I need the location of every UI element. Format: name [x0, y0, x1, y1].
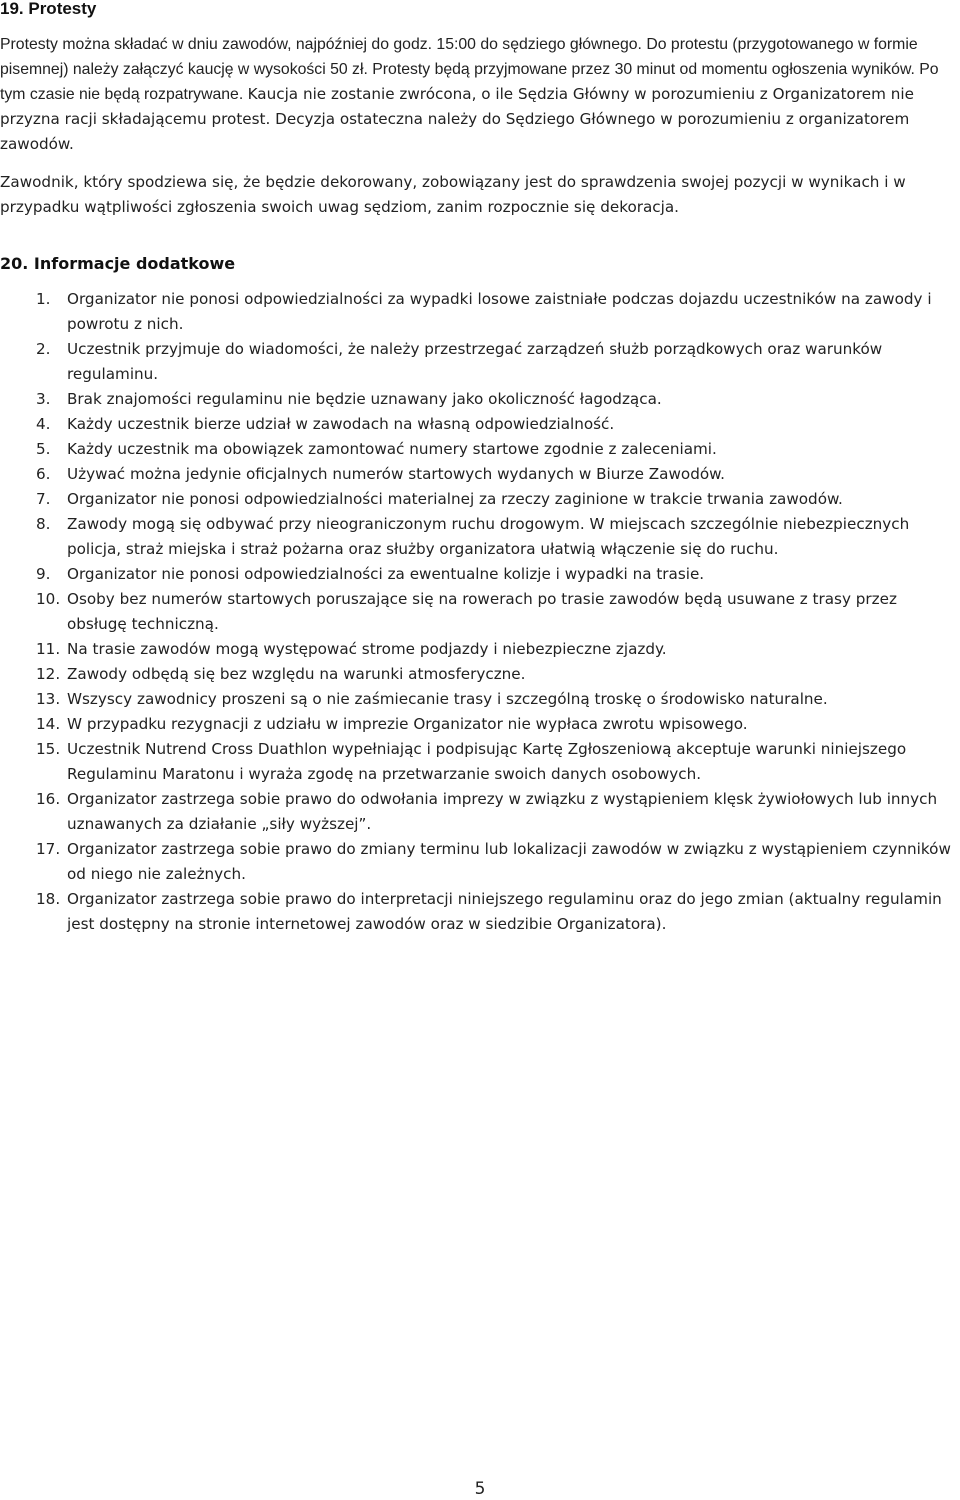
list-item-text: Uczestnik przyjmuje do wiadomości, że należy przestrzegać zarządzeń służb porządkowych oraz warunków regulaminu. [67, 340, 883, 383]
list-item-number: 9. [36, 565, 51, 583]
list-item [0, 587, 960, 637]
list-item [0, 662, 960, 687]
list-item [0, 687, 960, 712]
list-item-text: Organizator nie ponosi odpowiedzialności materialnej za rzeczy zaginione w trakcie trwania zawodów. [67, 490, 843, 508]
list-item-text: Organizator nie ponosi odpowiedzialności za ewentualne kolizje i wypadki na trasie. [67, 565, 705, 583]
list-item-text: Zawody odbędą się bez względu na warunki atmosferyczne. [67, 665, 526, 683]
list-item-number: 13. [36, 690, 61, 708]
list-item-number: 1. [36, 290, 51, 308]
list-item-text: Uczestnik Nutrend Cross Duathlon wypełniając i podpisując Kartę Zgłoszeniową akceptuje warunki niniejszego Regulaminu Maratonu i wyraża zgodę na przetwarzanie swoich danych osobowych. [67, 740, 907, 783]
list-item-text: Organizator zastrzega sobie prawo do interpretacji niniejszego regulaminu oraz do jego zmian (aktualny regulamin jest dostępny na stronie internetowej zawodów oraz w siedzibie Organizatora). [67, 890, 942, 933]
list-item [0, 512, 960, 562]
list-item-number: 11. [36, 640, 61, 658]
list-item-number: 5. [36, 440, 51, 458]
list-item-number: 17. [36, 840, 61, 858]
list-item-text: Organizator nie ponosi odpowiedzialności za wypadki losowe zaistniałe podczas dojazdu uczestników na zawody i powrotu z nich. [67, 290, 932, 333]
list-item [0, 387, 960, 412]
list-item [0, 412, 960, 437]
list-item-text: Zawody mogą się odbywać przy nieograniczonym ruchu drogowym. W miejscach szczególnie niebezpiecznych policja, straż miejska i straż pożarna oraz służby organizatora ułatwią włączenie się do ruchu. [67, 515, 910, 558]
list-item [0, 837, 960, 887]
list-item-number: 14. [36, 715, 61, 733]
list-item-number: 4. [36, 415, 51, 433]
page-number: 5 [474, 1479, 486, 1499]
section-19-heading: 19. Protesty [0, 0, 97, 18]
list-item-text: Na trasie zawodów mogą występować strome podjazdy i niebezpieczne zjazdy. [67, 640, 667, 658]
list-item-number: 8. [36, 515, 51, 533]
list-item [0, 887, 960, 937]
list-item-text: Brak znajomości regulaminu nie będzie uznawany jako okoliczność łagodząca. [67, 390, 662, 408]
list-item-number: 12. [36, 665, 61, 683]
list-item [0, 562, 960, 587]
section-20-heading: 20. Informacje dodatkowe [0, 254, 236, 273]
protest-rules-paragraph [0, 32, 958, 157]
protest-rules-text-part-1: Protesty można składać w dniu zawodów, najpóźniej do godz. 15:00 do sędziego głównego. Do protestu (przygotowanego w formie pisemnej) należy załączyć kaucję w wysokości 50 zł. Protesty będą przyjmowane przez 30 minut od momentu ogłoszenia wyników. Po tym czasie nie będą rozpatrywane. [0, 36, 939, 103]
list-item [0, 637, 960, 662]
list-item-text: Osoby bez numerów startowych poruszające się na rowerach po trasie zawodów będą usuwane z trasy przez obsługę techniczną. [67, 590, 897, 633]
list-item-number: 3. [36, 390, 51, 408]
list-item-number: 6. [36, 465, 51, 483]
list-item [0, 287, 960, 337]
list-item [0, 712, 960, 737]
list-item-number: 18. [36, 890, 61, 908]
list-item-number: 10. [36, 590, 61, 608]
list-item-number: 15. [36, 740, 61, 758]
list-item-text: Organizator zastrzega sobie prawo do odwołania imprezy w związku z wystąpieniem klęsk żywiołowych lub innych uznawanych za działanie „siły wyższej”. [67, 790, 938, 833]
additional-info-list [0, 287, 960, 937]
decoration-rules-paragraph: Zawodnik, który spodziewa się, że będzie dekorowany, zobowiązany jest do sprawdzenia swojej pozycji w wynikach i w przypadku wątpliwości zgłoszenia swoich uwag sędziom, zanim rozpocznie się dekoracja. [0, 173, 906, 216]
protest-rules-text-part-2: Kaucja nie zostanie zwrócona, o ile Sędzia Główny w porozumieniu z Organizatorem nie przyzna racji składającemu protest. Decyzja ostateczna należy do Sędziego Głównego w porozumieniu z organizatorem zawodów. [0, 85, 914, 153]
list-item [0, 462, 960, 487]
list-item [0, 437, 960, 462]
list-item-text: Każdy uczestnik ma obowiązek zamontować numery startowe zgodnie z zaleceniami. [67, 440, 717, 458]
list-item-number: 2. [36, 340, 51, 358]
list-item-text: Każdy uczestnik bierze udział w zawodach na własną odpowiedzialność. [67, 415, 615, 433]
list-item-number: 16. [36, 790, 61, 808]
list-item [0, 337, 960, 387]
list-item [0, 487, 960, 512]
list-item-text: Używać można jedynie oficjalnych numerów startowych wydanych w Biurze Zawodów. [67, 465, 725, 483]
list-item-text: Wszyscy zawodnicy proszeni są o nie zaśmiecanie trasy i szczególną troskę o środowisko naturalne. [67, 690, 828, 708]
list-item-number: 7. [36, 490, 51, 508]
list-item-text: Organizator zastrzega sobie prawo do zmiany terminu lub lokalizacji zawodów w związku z wystąpieniem czynników od niego nie zależnych. [67, 840, 951, 883]
list-item [0, 737, 960, 787]
list-item-text: W przypadku rezygnacji z udziału w imprezie Organizator nie wypłaca zwrotu wpisowego. [67, 715, 748, 733]
list-item [0, 787, 960, 837]
